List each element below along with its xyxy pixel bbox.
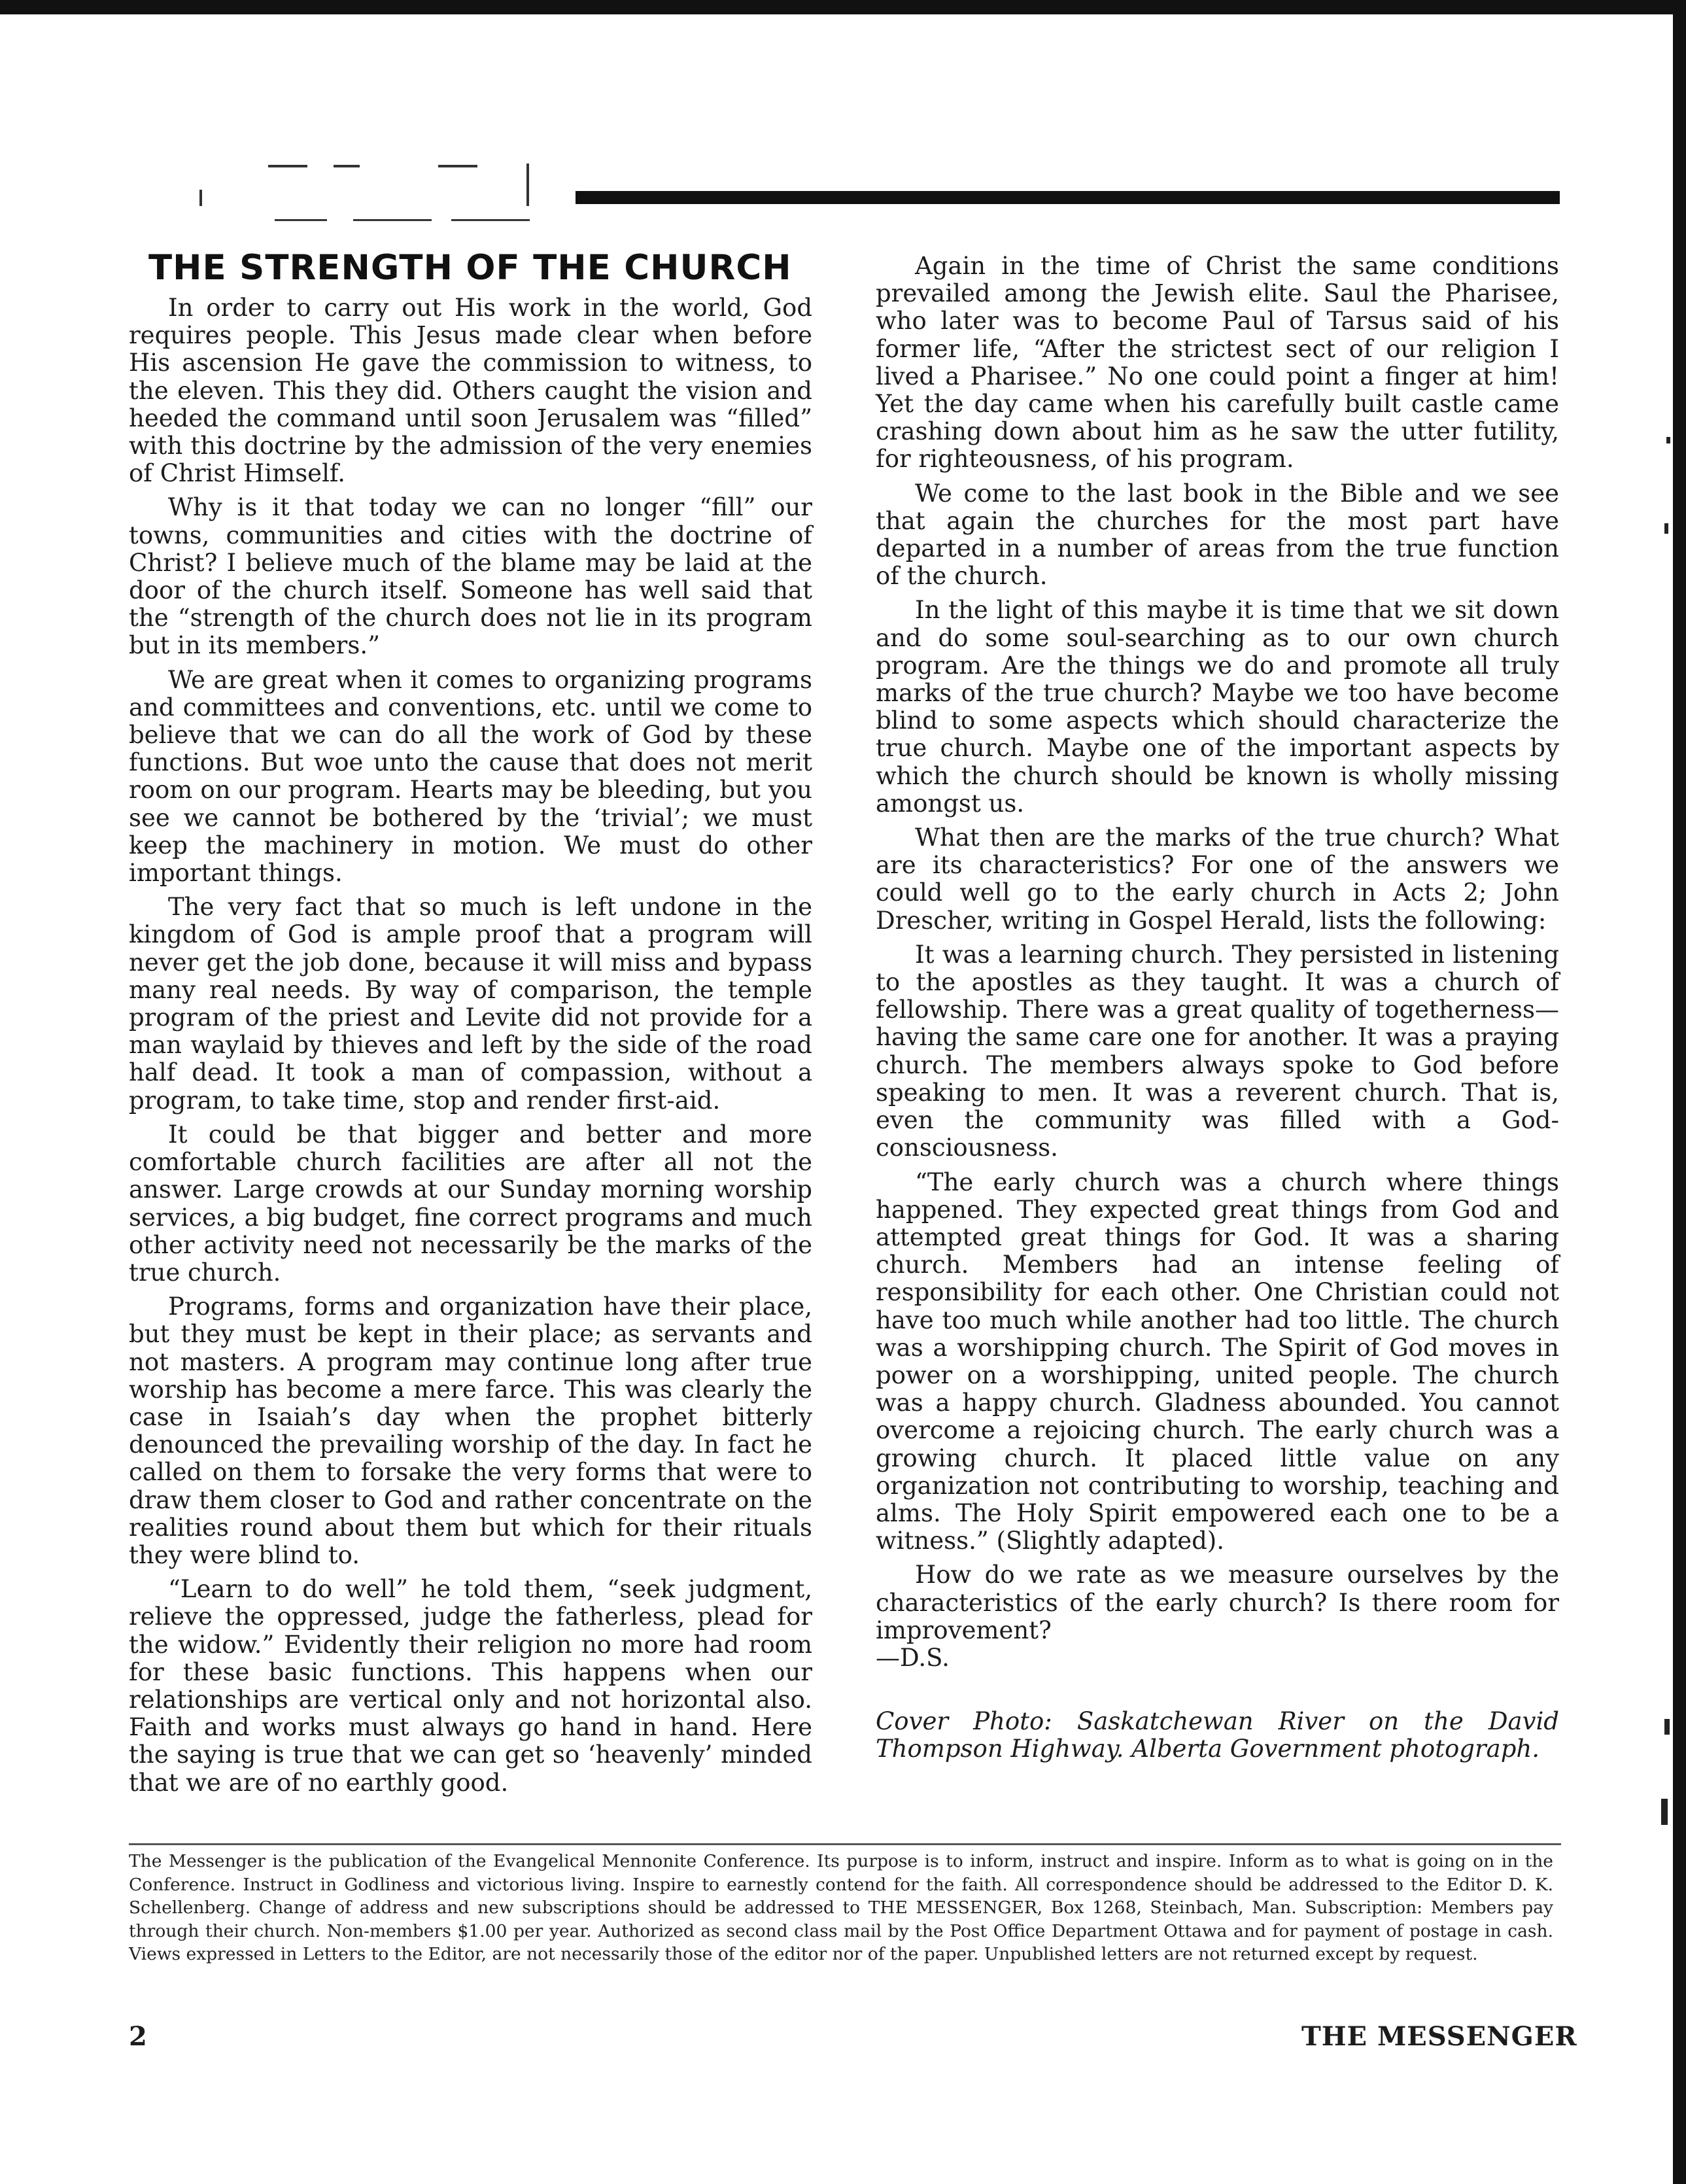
paragraph: Programs, forms and organization have their place, but they must be kept in their place; as servants and not masters. A program may continue long after true worship has become a mere farce. This was clearly the case in Isaiah’s day when the prophet bitterly denounced the prevailing worship of the day. In fact he called on them to forsake the very forms that were to draw them closer to God and rather concentrate on the realities round about them but which for their rituals they were blind to. (129, 1292, 812, 1569)
author-signature: —D.S. (876, 1643, 950, 1672)
paragraph: We are great when it comes to organizing programs and committees and conventions, etc. until we come to believe that we can do all the work of God by these functions. But woe unto the cause that does not merit room on our program. Hearts may be bleeding, but you see we cannot be bothered by the ‘trivial’; we must keep the machinery in motion. We must do other important things. (129, 665, 812, 888)
scan-border-top (0, 0, 1686, 14)
paragraph: In the light of this maybe it is time that we sit down and do some soul-searching as to our own church program. Are the things we do and promote all truly marks of the true church? Maybe we too have become blind to some aspects which should characterize the true church. Maybe one of the important aspects by which the church should be known is wholly missing amongst us. (876, 596, 1559, 818)
scan-border-right (1673, 0, 1686, 2184)
quote-paragraph: It was a learning church. They persisted in listening to the apostles as they taught. It was a church of fellowship. There was a great quality of togetherness—having the same care one for another. It was a praying church. The members always spoke to God before speaking to men. It was a reverent church. That is, even the community was filled with a God-consciousness. (876, 940, 1559, 1162)
paragraph: In order to carry out His work in the world, God requires people. This Jesus made clear when before His ascension He gave the commission to witness, to the eleven. This they did. Others caught the vision and heeded the command until soon Jerusalem was “filled” with this doctrine by the admission of the very enemies of Christ Himself. (129, 294, 812, 488)
header-dashed-mark (196, 150, 536, 222)
scan-speck (1664, 1719, 1670, 1735)
header-rule (576, 191, 1560, 204)
scan-speck (1661, 1799, 1668, 1825)
paragraph: It could be that bigger and better and more comfortable church facilities are after all not the answer. Large crowds at our Sunday morning worship services, a big budget, fine correct programs and much other activity need not necessarily be the marks of the true church. (129, 1120, 812, 1287)
article-left-column (129, 249, 812, 1797)
cover-photo-caption: Cover Photo: Saskatchewan River on the David Thompson Highway. Alberta Government photograph. (876, 1707, 1559, 1763)
paragraph: The very fact that so much is left undone in the kingdom of God is ample proof that a program will never get the job done, because it will miss and bypass many real needs. By way of comparison, the temple program of the priest and Levite did not provide for a man waylaid by thieves and left by the side of the road half dead. It took a man of compassion, without a program, to take time, stop and render first-aid. (129, 893, 812, 1115)
scan-speck (1664, 523, 1668, 534)
paragraph: We come to the last book in the Bible and we see that again the churches for the most part have departed in a number of areas from the true function of the church. (876, 479, 1559, 591)
page-number: 2 (129, 2021, 147, 2052)
quote-paragraph: “The early church was a church where things happened. They expected great things from God and attempted great things for God. It was a sharing church. Members had an intense feeling of responsibility for each other. One Christian could not have too much while another had too little. The church was a worshipping church. The Spirit of God moves in power on a worshipping, united people. The church was a happy church. Gladness abounded. You cannot overcome a rejoicing church. The early church was a growing church. It placed little value on any organization not contributing to worship, teaching and alms. The Holy Spirit empowered each one to be a witness.” (Slightly adapted). (876, 1168, 1559, 1555)
article-title: THE STRENGTH OF THE CHURCH (148, 248, 792, 288)
publication-name: THE MESSENGER (1301, 2021, 1577, 2052)
masthead-notice: The Messenger is the publication of the Evangelical Mennonite Conference. Its purpose is to inform, instruct and inspire. Inform as to what is going on in the Conference. Instruct in Godliness and victorious living. Inspire to earnestly contend for the faith. All correspondence should be addressed to the Editor D. K. Schellenberg. Change of address and new subscriptions should be addressed to THE MESSENGER, Box 1268, Steinbach, Man. Subscription: Members pay through their church. Non-members $1.00 per year. Authorized as second class mail by the Post Office Department Ottawa and for payment of postage in cash. Views expressed in Letters to the Editor, are not necessarily those of the editor nor of the paper. Unpublished letters are not returned except by request. (129, 1851, 1553, 1964)
paragraph: Why is it that today we can no longer “fill” our towns, communities and cities with the doctrine of Christ? I believe much of the blame may be laid at the door of the church itself. Someone has well said that the “strength of the church does not lie in its program but in its members.” (129, 493, 812, 660)
paragraph: How do we rate as we measure ourselves by the characteristics of the early church? Is there room for improvement? (876, 1561, 1559, 1644)
paragraph: “Learn to do well” he told them, “seek judgment, relieve the oppressed, judge the fatherless, plead for the widow.” Evidently their religion no more had room for these basic functions. This happens when our relationships are vertical only and not horizontal also. Faith and works must always go hand in hand. Here the saying is true that we can get so ‘heavenly’ minded that we are of no earthly good. (129, 1575, 812, 1797)
article-right-column (876, 252, 1559, 1763)
scan-speck (1666, 437, 1670, 443)
paragraph: Again in the time of Christ the same conditions prevailed among the Jewish elite. Saul the Pharisee, who later was to become Paul of Tarsus said of his former life, “After the strictest sect of our religion I lived a Pharisee.” No one could point a finger at him! Yet the day came when his carefully built castle came crashing down about him as he saw the utter futility, for righteousness, of his program. (876, 252, 1559, 474)
footer-rule (129, 1843, 1561, 1845)
paragraph: What then are the marks of the true church? What are its characteristics? For one of the answers we could well go to the early church in Acts 2; John Drescher, writing in Gospel Herald, lists the following: (876, 823, 1559, 935)
